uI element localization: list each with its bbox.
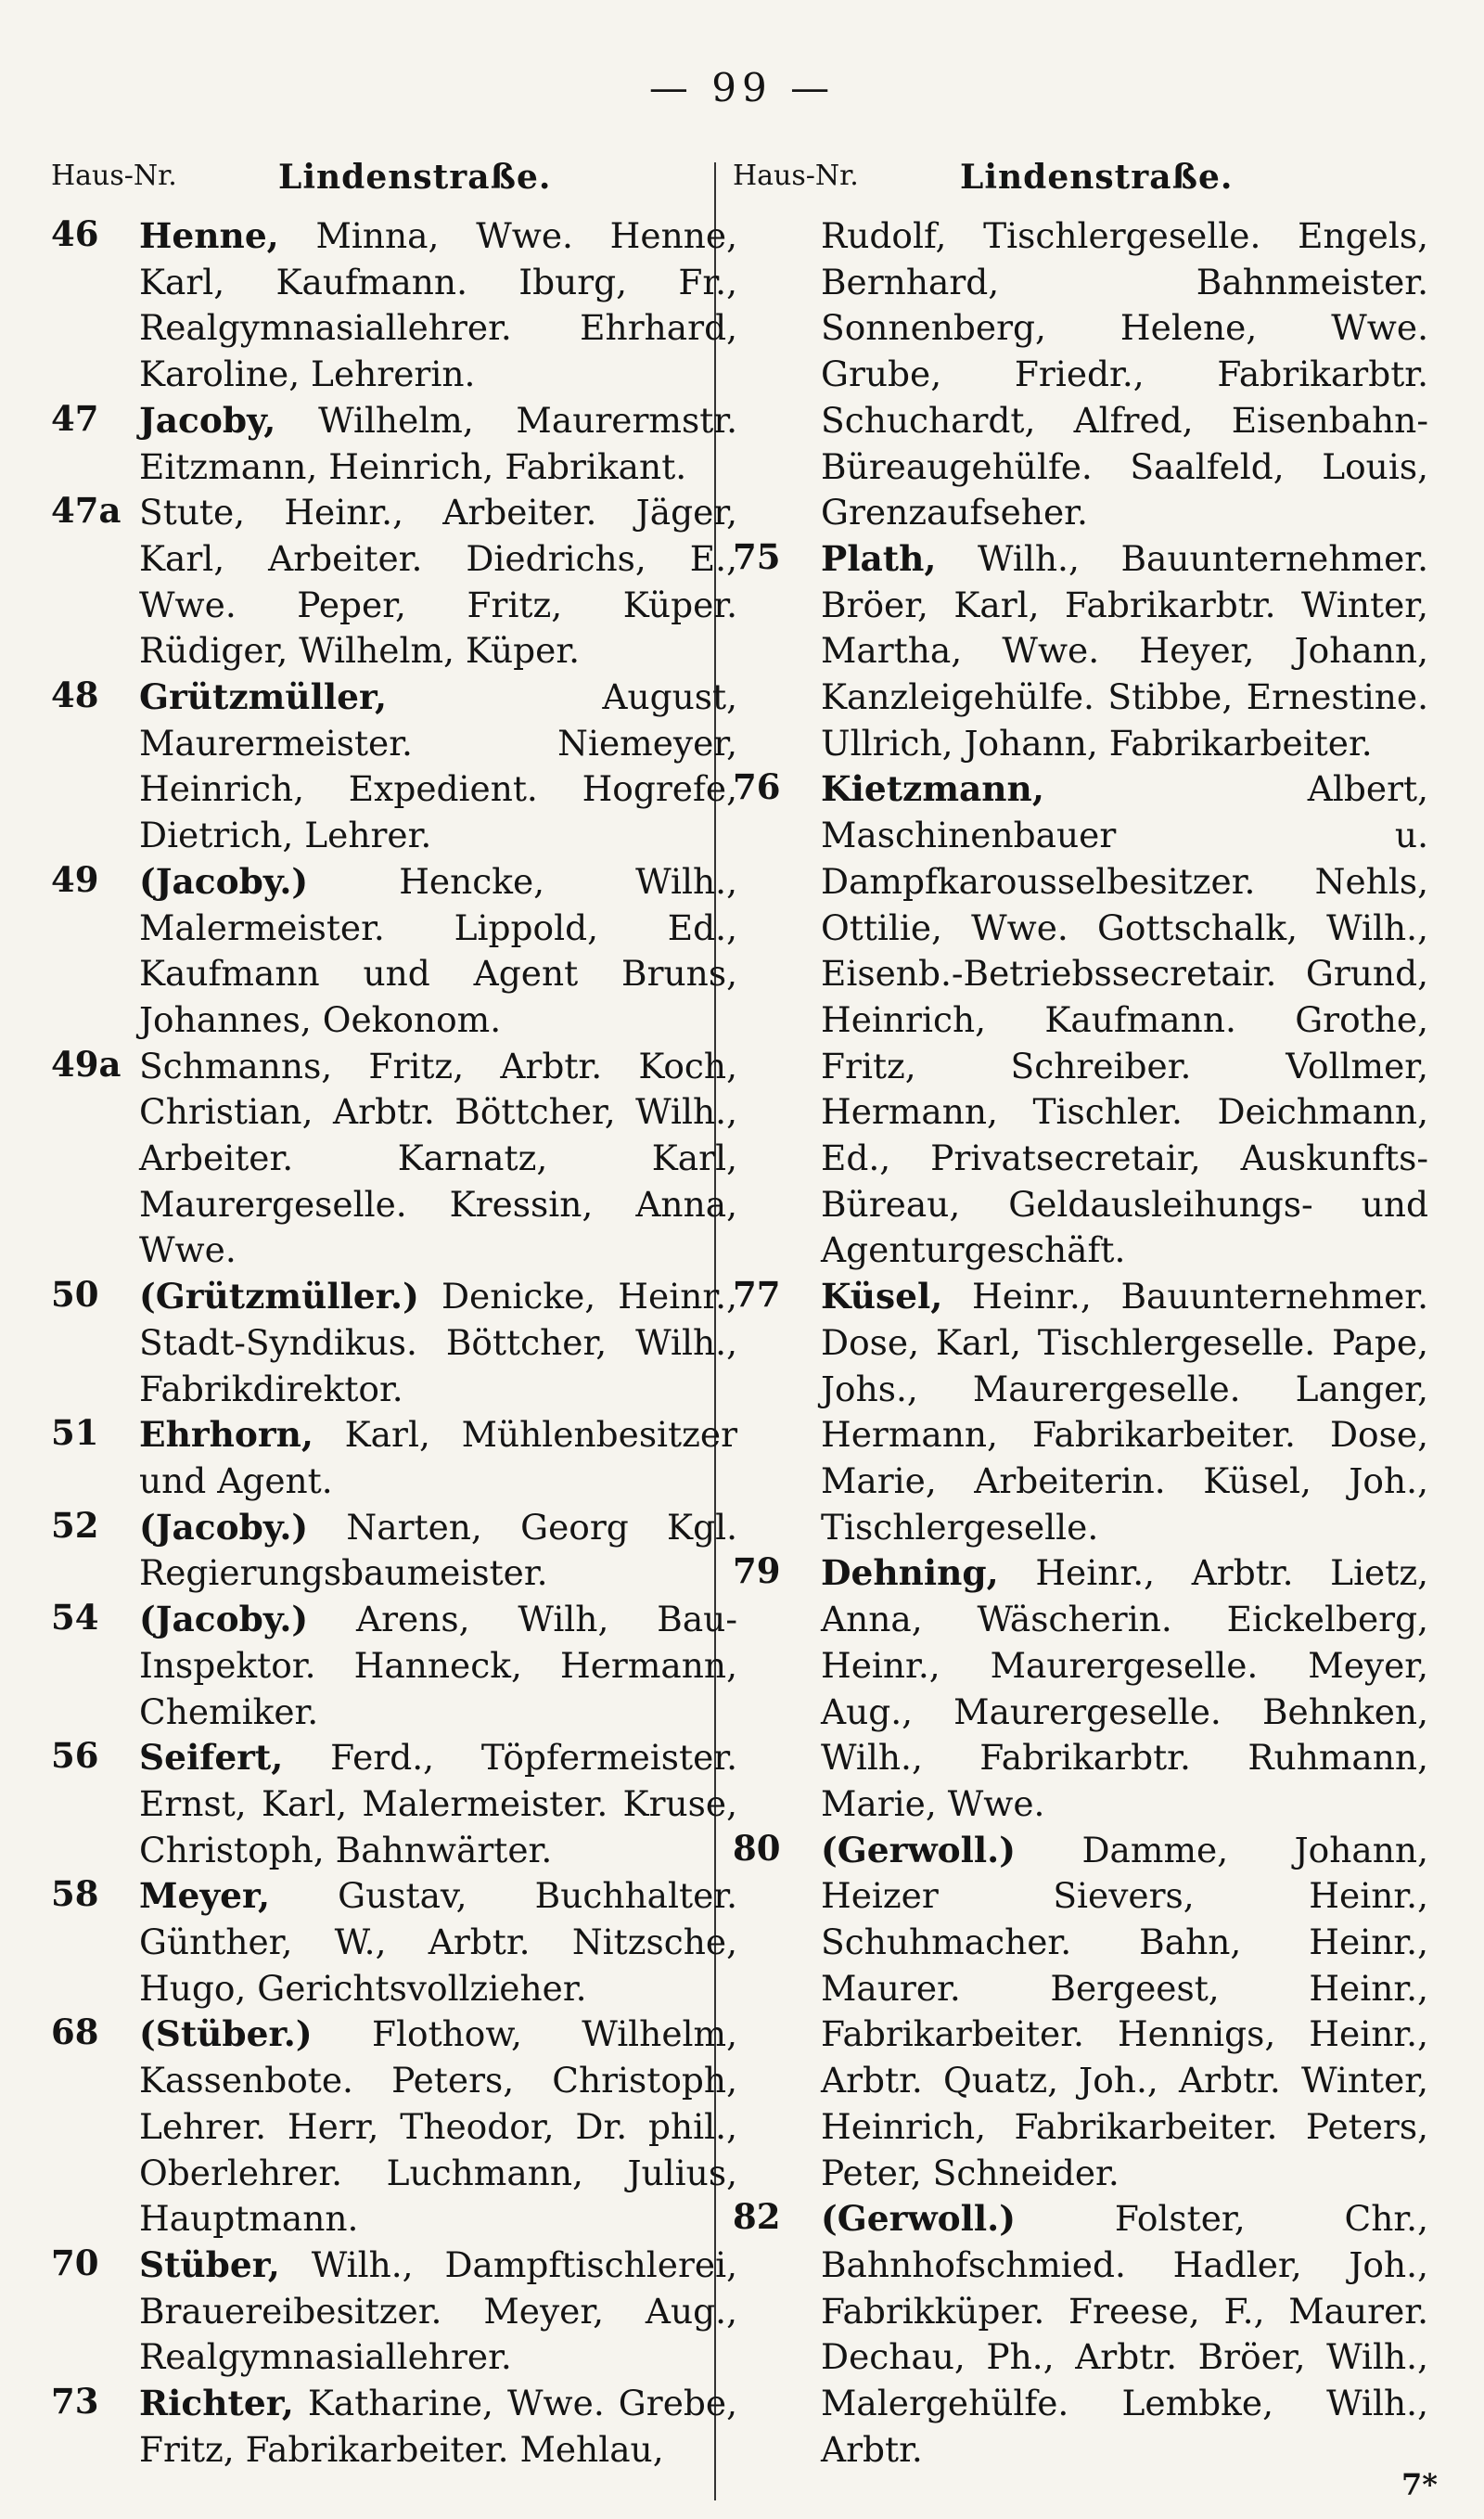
address-entry — [733, 1550, 1428, 1827]
entry-text — [139, 1274, 737, 1412]
entry-text — [821, 213, 1428, 536]
house-number: 76 — [733, 766, 781, 808]
entry-text — [821, 1828, 1428, 2197]
address-entry — [51, 213, 737, 398]
address-entry — [733, 536, 1428, 767]
owner-name: Stüber, — [139, 2243, 280, 2285]
residents-text: Minna, Wwe. Henne, Karl, Kaufmann. Iburg, Fr., Realgymnasiallehrer. Ehrhard, Karoline, Lehrerin. — [139, 215, 737, 395]
residents-text: Karl, Mühlenbesitzer und Agent. — [139, 1414, 737, 1501]
entry-text — [821, 766, 1428, 1274]
residents-text: Wilh., Bauunternehmer. Bröer, Karl, Fabrikarbtr. Winter, Martha, Wwe. Heyer, Johann, Kanzleigehülfe. Stibbe, Ernestine. Ullrich, Johann, Fabrikarbeiter. — [821, 537, 1428, 764]
residents-text: Ferd., Töpfermeister. Ernst, Karl, Malermeister. Kruse, Christoph, Bahnwärter. — [139, 1737, 737, 1870]
owner-name: Seifert, — [139, 1737, 284, 1779]
house-number: 77 — [733, 1274, 781, 1316]
left-column — [51, 160, 737, 2473]
address-entry — [733, 2196, 1428, 2473]
owner-name: Kietzmann, — [821, 768, 1044, 810]
owner-name: Jacoby, — [139, 399, 276, 441]
owner-name: (Jacoby.) — [139, 1599, 309, 1640]
owner-name: (Jacoby.) — [139, 1506, 309, 1548]
entry-text — [139, 1735, 737, 1873]
residents-text: Schmanns, Fritz, Arbtr. Koch, Christian, Arbtr. Böttcher, Wilh., Arbeiter. Karnatz, Karl, Maurergeselle. Kressin, Anna, Wwe. — [139, 1045, 737, 1271]
address-entry — [51, 2243, 737, 2381]
residents-text: Damme, Johann, Heizer Sievers, Heinr., Schuhmacher. Bahn, Heinr., Maurer. Bergeest, Heinr., Fabrikarbeiter. Hennigs, Heinr., Arbtr. Quatz, Joh., Arbtr. Winter, Heinrich, Fabrikarbeiter. Peters, Peter, Schneider. — [821, 1829, 1428, 2193]
address-entry — [51, 1735, 737, 1873]
entry-text — [139, 2243, 737, 2381]
house-number: 58 — [51, 1873, 99, 1915]
owner-name: Ehrhorn, — [139, 1414, 313, 1456]
entry-text — [139, 1873, 737, 2011]
address-entry — [51, 490, 737, 675]
left-entries — [51, 213, 737, 2473]
owner-name: Küsel, — [821, 1276, 943, 1317]
entry-text — [821, 536, 1428, 767]
owner-name: (Gerwoll.) — [821, 1829, 1016, 1870]
street-heading: Lindenstraße. — [960, 158, 1234, 197]
house-number: 82 — [733, 2196, 781, 2238]
address-entry — [733, 1274, 1428, 1550]
residents-text: Katharine, Wwe. Grebe, Fritz, Fabrikarbeiter. Mehlau, — [139, 2383, 737, 2470]
residents-text: Heinr., Arbtr. Lietz, Anna, Wäscherin. Eickelberg, Heinr., Maurergeselle. Meyer, Aug., Maurergeselle. Behnken, Wilh., Fabrikarbtr. Ruhmann, Marie, Wwe. — [821, 1552, 1428, 1824]
residents-text: Denicke, Heinr., Stadt-Syndikus. Böttcher, Wilh., Fabrikdirektor. — [139, 1276, 737, 1409]
house-number: 47a — [51, 490, 122, 532]
address-entry — [51, 1044, 737, 1275]
house-number: 73 — [51, 2381, 99, 2423]
house-number: 70 — [51, 2242, 99, 2283]
entry-text — [139, 675, 737, 859]
address-entry — [51, 2011, 737, 2243]
residents-text: Arens, Wilh, Bau-Inspektor. Hanneck, Hermann, Chemiker. — [139, 1599, 737, 1732]
owner-name: Dehning, — [821, 1552, 999, 1594]
entry-text — [139, 859, 737, 1044]
residents-text: Rudolf, Tischlergeselle. Engels, Bernhard, Bahnmeister. Sonnenberg, Helene, Wwe. Grube, Friedr., Fabrikarbtr. Schuchardt, Alfred, Eisenbahn-Büreaugehülfe. Saalfeld, Louis, Grenzaufseher. — [821, 215, 1428, 533]
residents-text: Wilh., Dampftischlerei, Brauereibesitzer. Meyer, Aug., Realgymnasiallehrer. — [139, 2243, 737, 2378]
entry-text — [139, 2381, 737, 2473]
owner-name: (Gerwoll.) — [821, 2198, 1016, 2240]
residents-text: August, Maurermeister. Niemeyer, Heinrich, Expedient. Hogrefe, Dietrich, Lehrer. — [139, 676, 737, 856]
house-number: 52 — [51, 1504, 99, 1546]
residents-text: Wilhelm, Maurermstr. Eitzmann, Heinrich, Fabrikant. — [139, 399, 737, 487]
house-number: 80 — [733, 1827, 781, 1869]
house-number: 54 — [51, 1597, 99, 1639]
residents-text: Albert, Maschinenbauer u. Dampfkarousselbesitzer. Nehls, Ottilie, Wwe. Gottschalk, Wilh., Eisenb.-Betriebssecretair. Grund, Heinrich, Kaufmann. Grothe, Fritz, Schreiber. Vollmer, Hermann, Tischler. Deichmann, Ed., Privatsecretair, Auskunfts-Büreau, Geldausleihungs- und Agenturgeschäft. — [821, 768, 1428, 1271]
residents-text: Gustav, Buchhalter. Günther, W., Arbtr. Nitzsche, Hugo, Gerichtsvollzieher. — [139, 1875, 737, 2009]
house-number: 51 — [51, 1412, 99, 1454]
owner-name: Henne, — [139, 215, 279, 256]
entry-text — [821, 1550, 1428, 1827]
residents-text: Flothow, Wilhelm, Kassenbote. Peters, Christoph, Lehrer. Herr, Theodor, Dr. phil., Oberlehrer. Luchmann, Julius, Hauptmann. — [139, 2013, 737, 2240]
entry-text — [139, 1044, 737, 1275]
owner-name: (Stüber.) — [139, 2013, 313, 2055]
address-entry — [51, 398, 737, 490]
signature-mark: 7* — [1401, 2467, 1438, 2502]
owner-name: Grützmüller, — [139, 676, 388, 718]
right-column-header — [733, 160, 1428, 206]
owner-name: (Jacoby.) — [139, 860, 309, 902]
left-column-header — [51, 160, 737, 206]
entry-text — [139, 213, 737, 398]
house-number-label: Haus-Nr. — [51, 160, 177, 192]
address-entry — [733, 213, 1428, 536]
house-number: 56 — [51, 1735, 99, 1777]
entry-text — [139, 1412, 737, 1504]
address-entry — [51, 2381, 737, 2473]
address-entry — [51, 1412, 737, 1504]
address-entry — [51, 1873, 737, 2011]
owner-name: (Grützmüller.) — [139, 1276, 419, 1317]
house-number: 49 — [51, 858, 99, 900]
page-number: — 99 — — [648, 65, 836, 110]
residents-text: Stute, Heinr., Arbeiter. Jäger, Karl, Arbeiter. Diedrichs, E., Wwe. Peper, Fritz, Küper. Rüdiger, Wilhelm, Küper. — [139, 492, 737, 672]
owner-name: Meyer, — [139, 1875, 271, 1917]
house-number: 48 — [51, 675, 99, 716]
owner-name: Plath, — [821, 537, 937, 579]
entry-text — [139, 2011, 737, 2243]
house-number: 79 — [733, 1550, 781, 1592]
house-number: 47 — [51, 397, 99, 439]
house-number: 75 — [733, 535, 781, 577]
street-heading: Lindenstraße. — [278, 158, 552, 197]
entry-text — [821, 1274, 1428, 1550]
address-entry — [51, 675, 737, 859]
house-number: 46 — [51, 213, 99, 254]
residents-text: Hencke, Wilh., Malermeister. Lippold, Ed., Kaufmann und Agent Bruns, Johannes, Oekonom. — [139, 860, 738, 1040]
address-entry — [51, 1597, 737, 1735]
entry-text — [821, 2196, 1428, 2473]
house-number: 68 — [51, 2011, 99, 2053]
right-entries — [733, 213, 1428, 2473]
address-entry — [733, 766, 1428, 1274]
residents-text: Folster, Chr., Bahnhofschmied. Hadler, Joh., Fabrikküper. Freese, F., Maurer. Dechau, Ph., Arbtr. Bröer, Wilh., Malergehülfe. Lembke, Wilh., Arbtr. — [821, 2198, 1429, 2470]
entry-text — [139, 398, 737, 490]
residents-text: Narten, Georg Kgl. Regierungsbaumeister. — [139, 1506, 737, 1594]
address-entry — [51, 1505, 737, 1597]
house-number: 49a — [51, 1043, 122, 1085]
owner-name: Richter, — [139, 2383, 294, 2424]
address-entry — [733, 1828, 1428, 2197]
entry-text — [139, 1505, 737, 1597]
entry-text — [139, 490, 737, 675]
house-number-label: Haus-Nr. — [733, 160, 859, 192]
residents-text: Heinr., Bauunternehmer. Dose, Karl, Tischlergeselle. Pape, Johs., Maurergeselle. Langer, Hermann, Fabrikarbeiter. Dose, Marie, Arbeiterin. Küsel, Joh., Tischlergeselle. — [821, 1276, 1428, 1548]
house-number: 50 — [51, 1274, 99, 1316]
address-entry — [51, 1274, 737, 1412]
entry-text — [139, 1597, 737, 1735]
right-column — [733, 160, 1428, 2473]
address-entry — [51, 859, 737, 1044]
